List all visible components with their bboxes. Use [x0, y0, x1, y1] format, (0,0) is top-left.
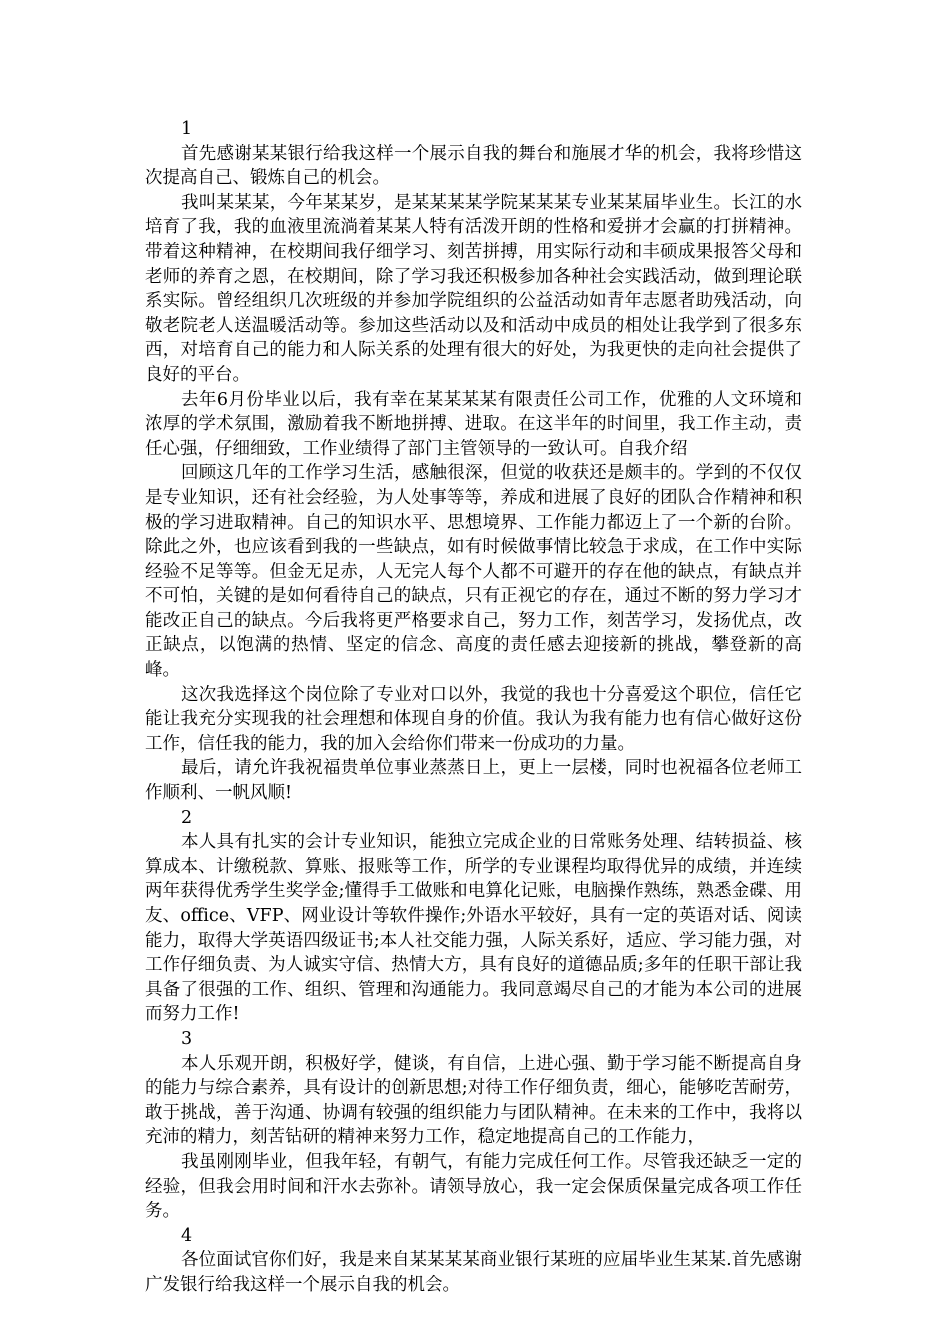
section-number: 4: [181, 1225, 193, 1246]
paragraph: 首先感谢某某银行给我这样一个展示自我的舞台和施展才华的机会，我将珍惜这次提高自己、锻炼自己的机会。: [145, 143, 802, 189]
section-number: 2: [181, 807, 193, 828]
paragraph: 本人乐观开朗，积极好学，健谈，有自信，上进心强、勤于学习能不断提高自身的能力与综合素养，具有设计的创新思想;对待工作仔细负责，细心，能够吃苦耐劳，敢于挑战，善于沟通、协调有较强的组织能力与团队精神。在未来的工作中，我将以充沛的精力，刻苦钻研的精神来努力工作，稳定地提高自己的工作能力，: [145, 1053, 802, 1148]
paragraph: 我叫某某某，今年某某岁，是某某某某学院某某某专业某某届毕业生。长江的水培育了我，我的血液里流淌着某某人特有活泼开朗的性格和爱拼才会赢的打拼精神。带着这种精神，在校期间我仔细学习、刻苦拼搏，用实际行动和丰硕成果报答父母和老师的养育之恩，在校期间，除了学习我还积极参加各种社会实践活动，做到理论联系实际。曾经组织几次班级的并参加学院组织的公益活动如青年志愿者助残活动，向敬老院老人送温暖活动等。参加这些活动以及和活动中成员的相处让我学到了很多东西，对培育自己的能力和人际关系的处理有很大的好处，为我更快的走向社会提供了良好的平台。: [145, 192, 802, 385]
paragraph: 去年6月份毕业以后，我有幸在某某某某有限责任公司工作，优雅的人文环境和浓厚的学术氛围，激励着我不断地拼搏、进取。在这半年的时间里，我工作主动，责任心强，仔细细致，工作业绩得了部门主管领导的一致认可。自我介绍: [145, 389, 802, 459]
paragraph: 各位面试官你们好，我是来自某某某某商业银行某班的应届毕业生某某.首先感谢广发银行给我这样一个展示自我的机会。: [145, 1250, 802, 1295]
document-body: [145, 117, 802, 1298]
section-number: 3: [181, 1028, 193, 1049]
paragraph: 我虽刚刚毕业，但我年轻，有朝气，有能力完成任何工作。尽管我还缺乏一定的经验，但我会用时间和汗水去弥补。请领导放心，我一定会保质保量完成各项工作任务。: [145, 1151, 802, 1222]
paragraph: 这次我选择这个岗位除了专业对口以外，我觉的我也十分喜爱这个职位，信任它能让我充分实现我的社会理想和体现自身的价值。我认为我有能力也有信心做好这份工作，信任我的能力，我的加入会给你们带来一份成功的力量。: [145, 684, 802, 754]
paragraph: 最后，请允许我祝福贵单位事业蒸蒸日上，更上一层楼，同时也祝福各位老师工作顺利、一帆风顺!: [145, 758, 802, 804]
paragraph: 本人具有扎实的会计专业知识，能独立完成企业的日常账务处理、结转损益、核算成本、计缴税款、算账、报账等工作，所学的专业课程均取得优异的成绩，并连续两年获得优秀学生奖学金;懂得手工做账和电算化记账，电脑操作熟练，熟悉金碟、用友、office、VFP、网业设计等软件操作;外语水平较好，具有一定的英语对话、阅读能力，取得大学英语四级证书;本人社交能力强，人际关系好，适应、学习能力强，对工作仔细负责、为人诚实守信、热情大方，具有良好的道德品质;多年的任职干部让我具备了很强的工作、组织、管理和沟通能力。我同意竭尽自己的才能为本公司的进展而努力工作!: [145, 832, 802, 1025]
paragraph: 回顾这几年的工作学习生活，感触很深，但觉的收获还是颇丰的。学到的不仅仅是专业知识，还有社会经验，为人处事等等，养成和进展了良好的团队合作精神和积极的学习进取精神。自己的知识水平、思想境界、工作能力都迈上了一个新的台阶。除此之外，也应该看到我的一些缺点，如有时候做事情比较急于求成，在工作中实际经验不足等等。但金无足赤，人无完人每个人都不可避开的存在他的缺点，有缺点并不可怕，关键的是如何看待自己的缺点，只有正视它的存在，通过不断的努力学习才能改正自己的缺点。今后我将更严格要求自己，努力工作，刻苦学习，发扬优点，改正缺点，以饱满的热情、坚定的信念、高度的责任感去迎接新的挑战，攀登新的高峰。: [145, 463, 802, 681]
section-number: 1: [181, 119, 193, 139]
